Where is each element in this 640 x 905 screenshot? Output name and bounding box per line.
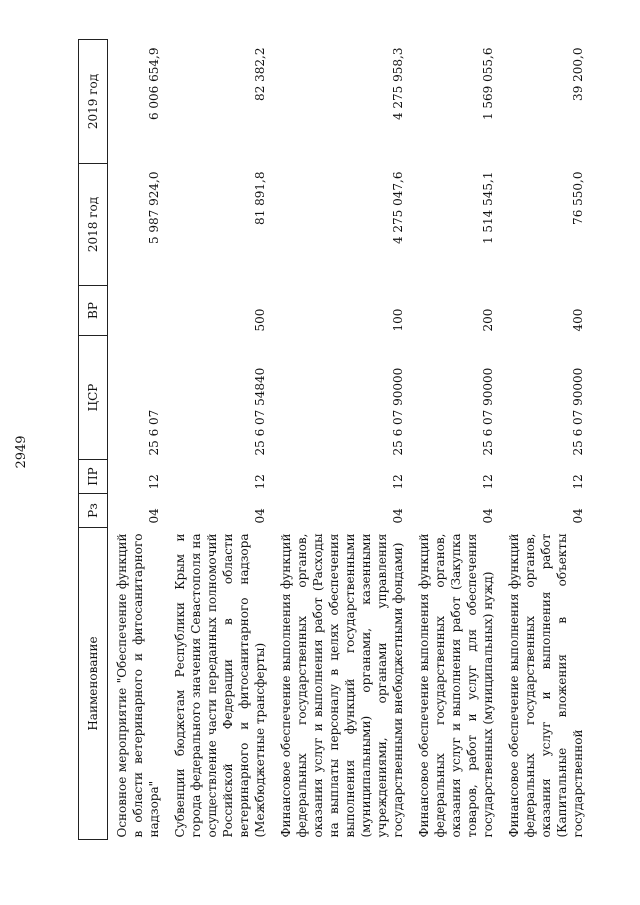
row-csr: 25 6 07 54840 xyxy=(253,367,267,456)
header-2019: 2019 год xyxy=(79,40,108,164)
row-pr: 12 xyxy=(571,474,585,490)
row-2018: 76 550,0 xyxy=(571,171,585,225)
row-2019: 39 200,0 xyxy=(571,47,585,101)
row-vr: 400 xyxy=(571,308,585,332)
header-rz: Рз xyxy=(79,494,108,528)
header-csr: ЦСР xyxy=(79,336,108,460)
table-row xyxy=(108,40,167,840)
row-csr: 25 6 07 xyxy=(147,409,161,456)
row-2018: 5 987 924,0 xyxy=(147,171,161,245)
page-number: 2949 xyxy=(14,435,29,469)
row-2018: 1 514 545,1 xyxy=(481,171,495,245)
row-2019: 1 569 055,6 xyxy=(481,47,495,121)
row-name: Основное мероприятие "Обеспечение функций в области ветеринарного и фитосанитарного надзора" xyxy=(115,533,161,838)
row-rz: 04 xyxy=(391,508,405,524)
row-name: Субвенции бюджетам Республики Крым и города федерального значения Севастополя на осуществление части переданных полномочий Российской Федерации в области ветеринарного и фитосанитарного надзора (Межбюджетные трансферты) xyxy=(173,533,267,838)
row-name: Финансовое обеспечение выполнения функций федеральных государственных органов, оказания услуг и выполнения работ (Закупка товаров, работ и услуг для обеспечения государственных (муниципальных) нужд) xyxy=(417,533,495,838)
row-pr: 12 xyxy=(253,474,267,490)
row-csr: 25 6 07 90000 xyxy=(391,367,405,456)
table-row xyxy=(410,40,500,840)
row-pr: 12 xyxy=(481,474,495,490)
row-pr: 12 xyxy=(391,474,405,490)
header-pr: ПР xyxy=(79,460,108,494)
row-2018: 4 275 047,6 xyxy=(391,171,405,245)
row-vr: 100 xyxy=(391,308,405,332)
row-rz: 04 xyxy=(147,508,161,524)
header-vr: ВР xyxy=(79,286,108,336)
budget-table-sheet xyxy=(78,40,598,840)
table-header-row xyxy=(79,40,108,840)
row-rz: 04 xyxy=(481,508,495,524)
table-row xyxy=(166,40,272,840)
row-vr: 500 xyxy=(253,308,267,332)
row-rz: 04 xyxy=(253,508,267,524)
row-2019: 82 382,2 xyxy=(253,47,267,101)
row-rz: 04 xyxy=(571,508,585,524)
table-row xyxy=(272,40,410,840)
row-2019: 6 006 654,9 xyxy=(147,47,161,121)
row-2018: 81 891,8 xyxy=(253,171,267,225)
header-name: Наименование xyxy=(79,528,108,840)
budget-table xyxy=(78,39,590,840)
row-2019: 4 275 958,3 xyxy=(391,47,405,121)
table-row xyxy=(500,40,590,840)
header-2018: 2018 год xyxy=(79,164,108,286)
row-vr: 200 xyxy=(481,308,495,332)
row-csr: 25 6 07 90000 xyxy=(571,367,585,456)
row-name: Финансовое обеспечение выполнения функций федеральных государственных органов, оказания услуг и выполнения работ (Капитальные вложения в объекты государственной xyxy=(507,533,585,838)
row-csr: 25 6 07 90000 xyxy=(481,367,495,456)
row-name: Финансовое обеспечение выполнения функций федеральных государственных органов, оказания услуг и выполнения работ (Расходы на выплаты персоналу в целях обеспечения выполнения функций государственными (муниципальными) органами, казенными учреждениями, органами управления государственными внебюджетными фондами) xyxy=(279,533,405,838)
row-pr: 12 xyxy=(147,474,161,490)
row-vr xyxy=(108,286,167,336)
